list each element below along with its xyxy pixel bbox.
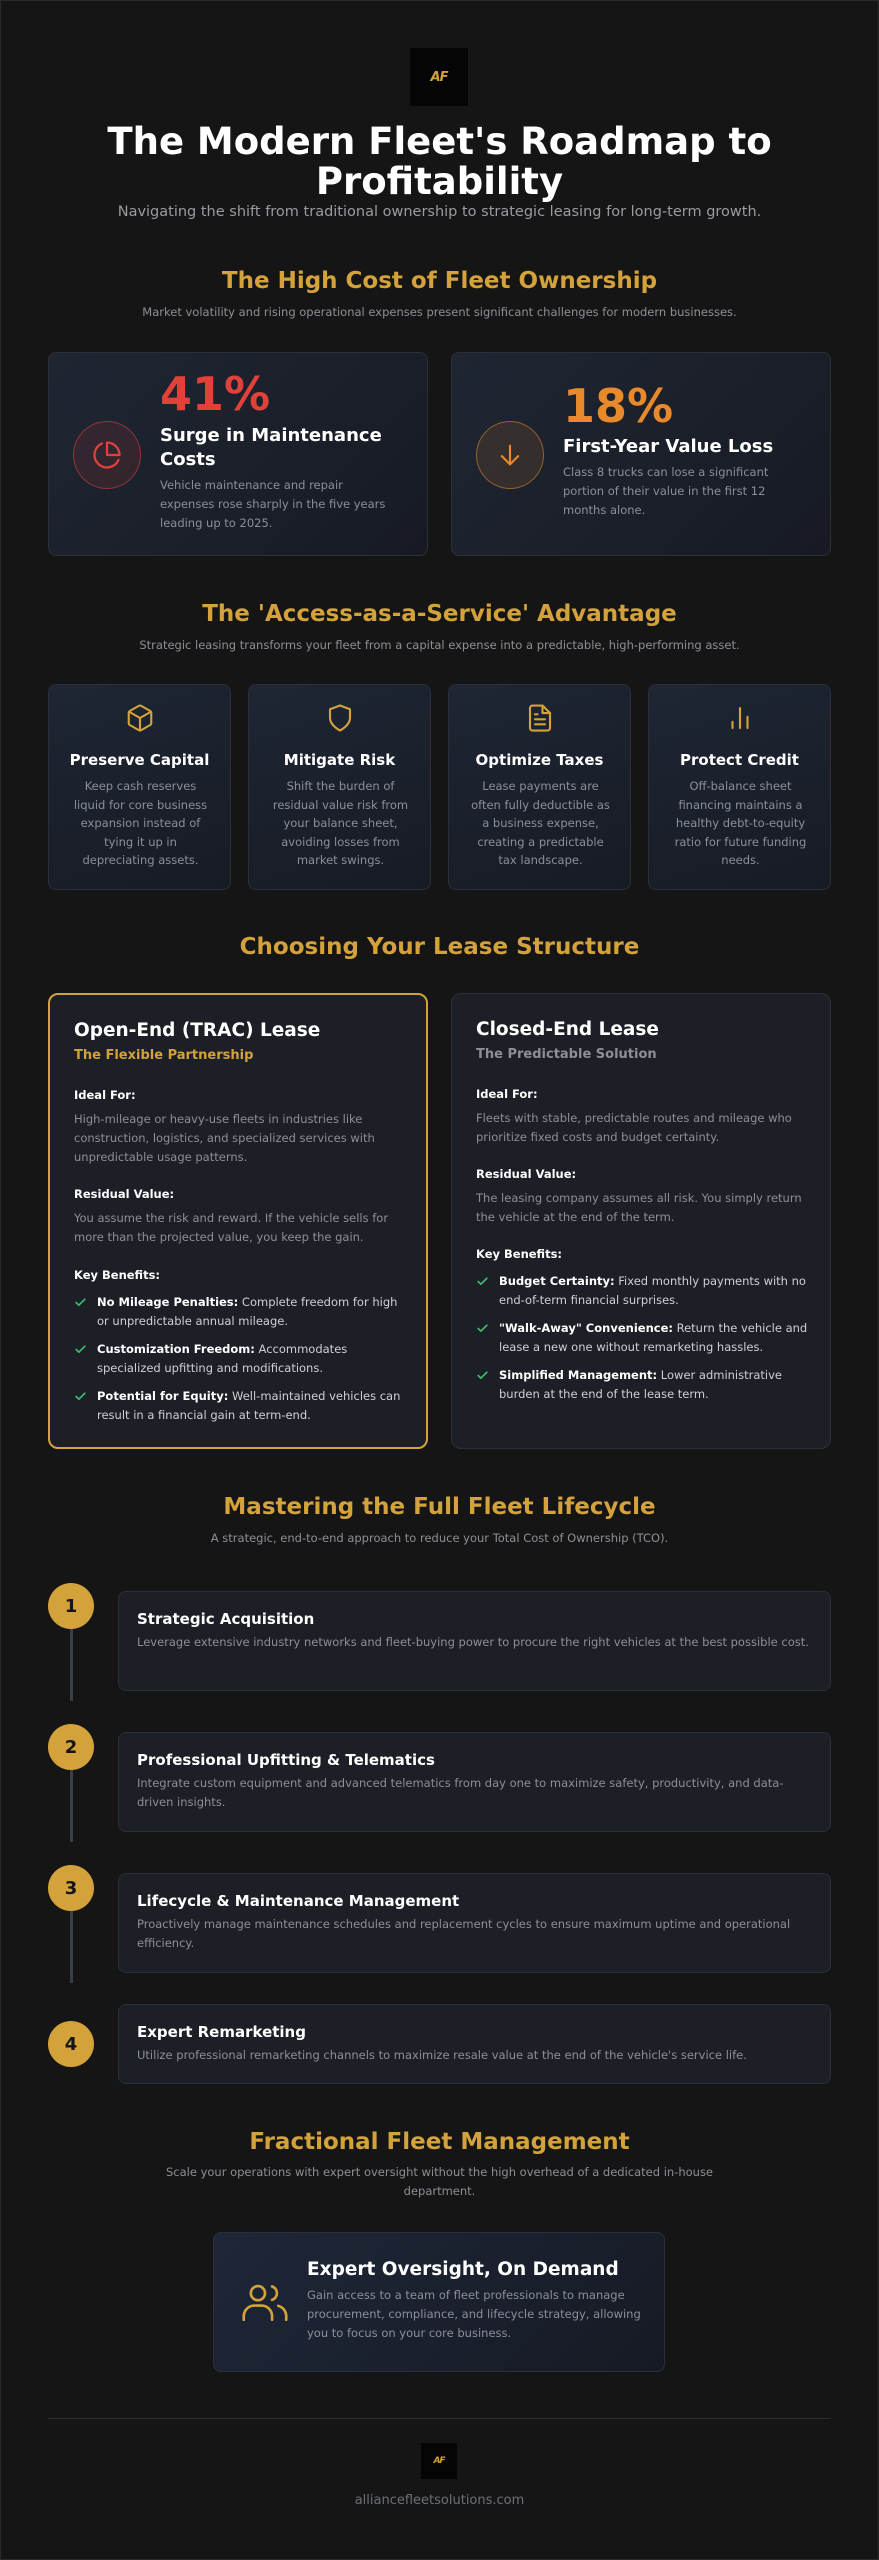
step-title: Lifecycle & Maintenance Management (137, 1892, 460, 1910)
advantage-card-title: Optimize Taxes (475, 751, 604, 769)
stat-heading: First-Year Value Loss (563, 436, 774, 457)
check-icon (74, 1296, 87, 1315)
step-description: Integrate custom equipment and advanced telematics from day one to maximize safety, productivity, and data-driven insights. (137, 1776, 784, 1809)
advantage-card-text: Off-balance sheet financing maintains a healthy debt-to-equity ratio for future funding needs. (674, 779, 807, 867)
benefit-text: Fixed monthly payments with no end-of-term financial surprises. (499, 1274, 806, 1307)
page-subtitle: Navigating the shift from traditional ownership to strategic leasing for long-term growth. (117, 204, 762, 220)
lease-card-tagline: The Predictable Solution (476, 1047, 657, 1062)
arrow-down-icon (476, 421, 544, 489)
benefit-title: No Mileage Penalties: (97, 1295, 239, 1309)
benefit-title: Potential for Equity: (97, 1389, 229, 1403)
document-icon (449, 703, 630, 733)
fractional-section-title: Fractional Fleet Management (249, 2129, 630, 2155)
ownership-section-title: The High Cost of Fleet Ownership (221, 268, 658, 294)
key-benefits-label: Key Benefits: (74, 1268, 161, 1282)
check-icon (74, 1343, 87, 1362)
residual-value-label: Residual Value: (476, 1167, 577, 1181)
footer-divider (48, 2418, 831, 2419)
ideal-for-label: Ideal For: (476, 1087, 538, 1101)
benefit-item (74, 1340, 410, 1378)
stat-description: Class 8 trucks can lose a significant portion of their value in the first 12 months alone. (563, 465, 769, 517)
step-description: Leverage extensive industry networks and fleet-buying power to procure the right vehicles at the best possible cost. (137, 1635, 809, 1649)
benefit-item (476, 1366, 812, 1404)
benefit-text: Well-maintained vehicles can result in a financial gain at term-end. (97, 1389, 401, 1422)
benefit-title: Customization Freedom: (97, 1342, 255, 1356)
ideal-for-text: Fleets with stable, predictable routes and mileage who prioritize fixed costs and budget certainty. (476, 1111, 792, 1144)
advantage-card-preserve-capital (48, 684, 231, 890)
advantage-card-title: Preserve Capital (69, 751, 210, 769)
step-number: 4 (48, 2021, 94, 2067)
bar-chart-icon (649, 703, 830, 733)
ideal-for-text: High-mileage or heavy-use fleets in industries like construction, logistics, and specialized services with unpredictable usage patterns. (74, 1112, 375, 1164)
step-description: Utilize professional remarketing channels to maximize resale value at the end of the vehicle's service life. (137, 2048, 747, 2062)
stat-value: 41% (160, 367, 271, 421)
advantage-card-optimize-taxes (448, 684, 631, 890)
advantage-card-title: Mitigate Risk (283, 751, 396, 769)
advantage-card-text: Lease payments are often fully deductible as a business expense, creating a predictable tax landscape. (471, 779, 610, 867)
check-icon (476, 1369, 489, 1388)
advantage-card-text: Keep cash reserves liquid for core business expansion instead of tying it up in depreciating assets. (73, 779, 208, 867)
company-logo[interactable] (410, 48, 468, 106)
residual-value-text: The leasing company assumes all risk. You simply return the vehicle at the end of the term. (476, 1191, 802, 1224)
advantage-card-text: Shift the burden of residual value risk from your balance sheet, avoiding losses from market swings. (272, 779, 409, 867)
closed-end-lease-card (451, 993, 831, 1449)
residual-value-label: Residual Value: (74, 1187, 175, 1201)
lease-card-tagline: The Flexible Partnership (74, 1048, 254, 1063)
lifecycle-section-subtitle: A strategic, end-to-end approach to reduce your Total Cost of Ownership (TCO). (210, 1531, 669, 1545)
key-benefits-label: Key Benefits: (476, 1247, 563, 1261)
fractional-section-subtitle: Scale your operations with expert oversight without the high overhead of a dedicated in-house department. (165, 2165, 714, 2198)
stat-value: 18% (563, 379, 674, 433)
fractional-card-text: Gain access to a team of fleet professionals to manage procurement, compliance, and lifecycle strategy, allowing you to focus on your core business. (307, 2288, 641, 2340)
benefit-text: Complete freedom for high or unpredictable annual mileage. (97, 1295, 398, 1328)
ownership-section-subtitle: Market volatility and rising operational expenses present significant challenges for modern businesses. (142, 305, 737, 319)
advantage-card-title: Protect Credit (680, 751, 799, 769)
step-number: 3 (48, 1865, 94, 1911)
advantage-section-title: The 'Access-as-a-Service' Advantage (202, 601, 677, 627)
residual-value-text: You assume the risk and reward. If the vehicle sells for more than the projected value, you keep the gain. (74, 1211, 389, 1244)
logo-mark: AF (430, 69, 448, 85)
lifecycle-section-title: Mastering the Full Fleet Lifecycle (223, 1494, 656, 1520)
lifecycle-step-card (118, 1591, 831, 1691)
step-description: Proactively manage maintenance schedules and replacement cycles to ensure maximum uptime and operational efficiency. (137, 1917, 791, 1950)
advantage-section-subtitle: Strategic leasing transforms your fleet from a capital expense into a predictable, high-performing asset. (139, 638, 740, 652)
lifecycle-step-card (118, 2004, 831, 2084)
lease-card-title: Closed-End Lease (476, 1019, 659, 1040)
timeline-connector (70, 1909, 73, 1983)
benefit-title: Simplified Management: (499, 1368, 658, 1382)
footer-website-link[interactable]: alliancefleetsolutions.com (354, 2493, 525, 2508)
benefit-title: "Walk-Away" Convenience: (499, 1321, 673, 1335)
benefit-text: Lower administrative burden at the end of the lease term. (499, 1368, 782, 1401)
logo-mark: AF (433, 2456, 445, 2466)
step-number: 1 (48, 1583, 94, 1629)
advantage-card-mitigate-risk (248, 684, 431, 890)
timeline-connector (70, 1627, 73, 1701)
benefit-item (476, 1319, 812, 1357)
advantage-card-protect-credit (648, 684, 831, 890)
check-icon (476, 1275, 489, 1294)
benefit-title: Budget Certainty: (499, 1274, 615, 1288)
shield-icon (249, 703, 430, 733)
lifecycle-step-card (118, 1873, 831, 1973)
step-title: Expert Remarketing (137, 2023, 306, 2041)
pie-chart-icon (73, 421, 141, 489)
stat-card-value-loss (451, 352, 831, 556)
stat-description: Vehicle maintenance and repair expenses rose sharply in the five years leading up to 2025. (160, 478, 386, 530)
benefit-text: Return the vehicle and lease a new one without remarketing hassles. (499, 1321, 808, 1354)
ideal-for-label: Ideal For: (74, 1088, 136, 1102)
cube-icon (49, 703, 230, 733)
step-title: Strategic Acquisition (137, 1610, 315, 1628)
check-icon (476, 1322, 489, 1341)
check-icon (74, 1390, 87, 1409)
fractional-card (213, 2232, 665, 2372)
step-number: 2 (48, 1724, 94, 1770)
users-icon (242, 2282, 288, 2326)
step-title: Professional Upfitting & Telematics (137, 1751, 435, 1769)
footer-logo[interactable] (421, 2443, 457, 2479)
fractional-card-title: Expert Oversight, On Demand (307, 2259, 619, 2280)
page-title: The Modern Fleet's Roadmap to Profitability (107, 120, 772, 203)
benefit-item (74, 1293, 410, 1331)
timeline-connector (70, 1768, 73, 1842)
lease-card-title: Open-End (TRAC) Lease (74, 1020, 321, 1041)
benefit-item (74, 1387, 410, 1425)
benefit-item (476, 1272, 812, 1310)
stat-heading: Surge in Maintenance Costs (160, 425, 382, 470)
benefit-text: Accommodates specialized upfitting and modifications. (97, 1342, 348, 1375)
lease-section-title: Choosing Your Lease Structure (239, 934, 640, 960)
lifecycle-step-card (118, 1732, 831, 1832)
stat-card-maintenance (48, 352, 428, 556)
open-end-lease-card (48, 993, 428, 1449)
